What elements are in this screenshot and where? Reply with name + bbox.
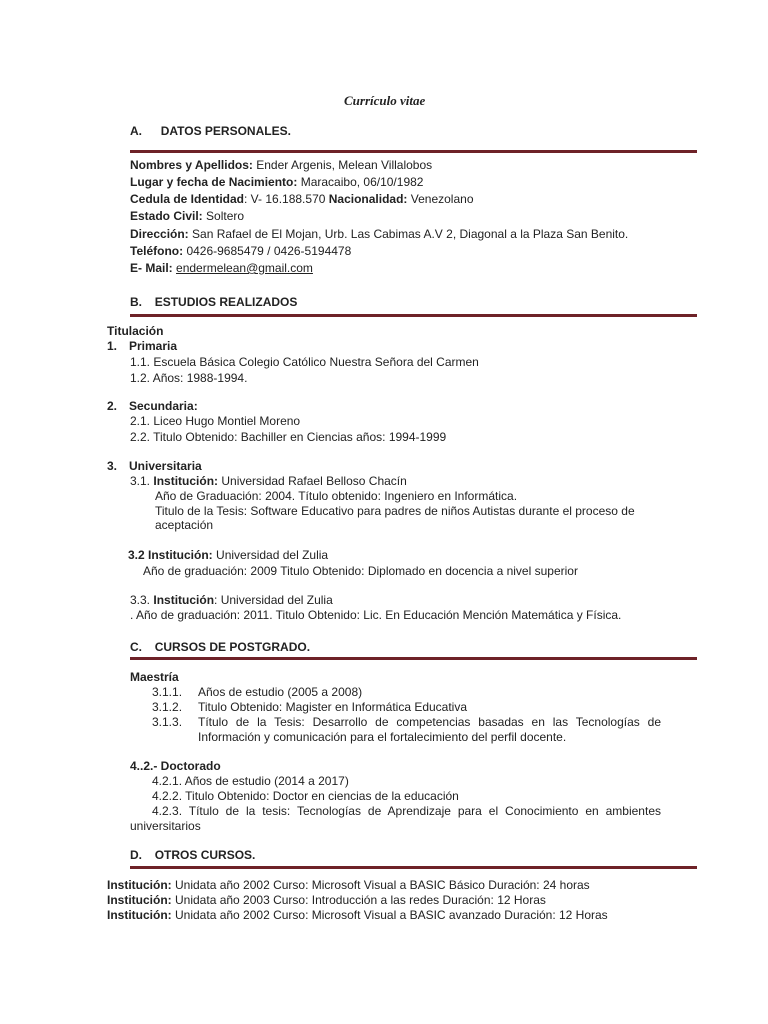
civil-value: Soltero xyxy=(202,209,245,223)
birth-label: Lugar y fecha de Nacimiento: xyxy=(130,175,298,189)
secundaria-number: 2. xyxy=(107,399,118,413)
primaria-school: 1.1. Escuela Básica Colegio Católico Nuestra Señora del Carmen xyxy=(130,355,479,369)
uni-3-2-institution xyxy=(128,548,328,563)
name-label: Nombres y Apellidos: xyxy=(130,158,253,172)
section-c-letter: C. xyxy=(130,640,142,654)
personal-birth-row xyxy=(130,175,423,190)
section-b-heading xyxy=(130,295,297,310)
nationality-value: Venezolano xyxy=(407,192,474,206)
titulacion-heading: Titulación xyxy=(107,324,164,338)
secundaria-school: 2.1. Liceo Hugo Montiel Moreno xyxy=(130,414,301,428)
universitaria-number: 3. xyxy=(107,459,118,473)
other-course-row xyxy=(107,893,546,908)
id-value: : V- 16.188.570 xyxy=(244,192,329,206)
civil-label: Estado Civil: xyxy=(130,209,203,223)
maestria-item-3-number: 3.1.3. xyxy=(152,715,183,729)
doctorado-item-2: 4.2.2. Titulo Obtenido: Doctor en ciencias de la educación xyxy=(152,789,459,803)
address-label: Dirección: xyxy=(130,227,189,241)
other-course-text: Unidata año 2003 Curso: Introducción a las redes Duración: 12 Horas xyxy=(171,893,546,907)
maestria-item-1-text: Años de estudio (2005 a 2008) xyxy=(198,685,363,699)
uni-3-3-graduation: . Año de graduación: 2011. Titulo Obtenido: Lic. En Educación Mención Matemática y Física. xyxy=(130,608,622,622)
uni-3-1-graduation: Año de Graduación: 2004. Título obtenido: Ingeniero en Informática. xyxy=(155,489,518,503)
email-link[interactable]: endermelean@gmail.com xyxy=(176,261,313,275)
email-label: E- Mail: xyxy=(130,261,173,275)
other-course-text: Unidata año 2002 Curso: Microsoft Visual a BASIC avanzado Duración: 12 Horas xyxy=(171,908,608,922)
uni-3-2-graduation: Año de graduación: 2009 Titulo Obtenido: Diplomado en docencia a nivel superior xyxy=(143,564,578,578)
personal-address-row xyxy=(130,227,628,242)
section-d-letter: D. xyxy=(130,848,142,862)
section-d-divider xyxy=(130,866,697,869)
other-course-label: Institución: xyxy=(107,908,172,922)
personal-email-row xyxy=(130,261,313,276)
section-a-heading xyxy=(130,124,291,139)
section-a-letter: A. xyxy=(130,124,142,138)
universitaria-heading xyxy=(107,459,202,474)
section-a-label: DATOS PERSONALES. xyxy=(160,124,291,138)
maestria-item-2-text: Titulo Obtenido: Magister en Informática Educativa xyxy=(198,700,468,714)
uni-3-1-thesis-cont: aceptación xyxy=(155,518,214,532)
personal-phone-row xyxy=(130,244,351,259)
uni-3-2-value: Universidad del Zulia xyxy=(212,548,329,562)
section-b-letter: B. xyxy=(130,295,142,309)
personal-id-row xyxy=(130,192,474,207)
maestria-item-2 xyxy=(152,700,468,715)
phone-label: Teléfono: xyxy=(130,244,184,258)
section-b-label: ESTUDIOS REALIZADOS xyxy=(154,295,298,309)
section-a-divider xyxy=(130,150,697,153)
primaria-heading xyxy=(107,339,178,354)
secundaria-label: Secundaria: xyxy=(129,399,198,413)
other-course-label: Institución: xyxy=(107,893,172,907)
other-course-text: Unidata año 2002 Curso: Microsoft Visual a BASIC Básico Duración: 24 horas xyxy=(171,878,590,892)
secundaria-heading xyxy=(107,399,198,414)
maestria-item-1-number: 3.1.1. xyxy=(152,685,183,699)
maestria-item-2-number: 3.1.2. xyxy=(152,700,183,714)
uni-3-1-institution xyxy=(130,474,407,489)
uni-3-1-thesis: Titulo de la Tesis: Software Educativo para padres de niños Autistas durante el proceso de xyxy=(155,504,635,518)
birth-value: Maracaibo, 06/10/1982 xyxy=(297,175,424,189)
section-d-label: OTROS CURSOS. xyxy=(154,848,256,862)
uni-3-3-institution xyxy=(130,593,333,608)
uni-3-1-label: Institución: xyxy=(153,474,219,488)
nationality-label: Nacionalidad: xyxy=(328,192,408,206)
section-b-divider xyxy=(130,314,697,317)
primaria-number: 1. xyxy=(107,339,118,353)
phone-value: 0426-9685479 / 0426-5194478 xyxy=(183,244,352,258)
uni-3-1-number: 3.1. xyxy=(130,474,154,488)
doctorado-item-1: 4.2.1. Años de estudio (2014 a 2017) xyxy=(152,774,349,788)
section-d-heading xyxy=(130,848,255,863)
uni-3-3-number: 3.3. xyxy=(130,593,154,607)
id-label: Cedula de Identidad xyxy=(130,192,245,206)
other-course-row xyxy=(107,878,590,893)
name-value: Ender Argenis, Melean Villalobos xyxy=(252,158,433,172)
section-c-divider xyxy=(130,657,697,660)
section-c-heading xyxy=(130,640,310,655)
uni-3-2-label: 3.2 Institución: xyxy=(128,548,213,562)
document-title: Currículo vitae xyxy=(344,93,426,108)
secundaria-title: 2.2. Titulo Obtenido: Bachiller en Ciencias años: 1994-1999 xyxy=(130,430,447,444)
maestria-item-1 xyxy=(152,685,363,700)
doctorado-heading: 4..2.- Doctorado xyxy=(130,759,221,773)
primaria-label: Primaria xyxy=(129,339,178,353)
personal-civil-row xyxy=(130,209,244,224)
uni-3-3-label: Institución xyxy=(153,593,215,607)
other-course-row xyxy=(107,908,608,923)
primaria-years: 1.2. Años: 1988-1994. xyxy=(130,371,248,385)
uni-3-1-value: Universidad Rafael Belloso Chacín xyxy=(218,474,407,488)
uni-3-3-value: : Universidad del Zulia xyxy=(214,593,333,607)
address-value: San Rafael de El Mojan, Urb. Las Cabimas A.V 2, Diagonal a la Plaza San Benito. xyxy=(188,227,629,241)
maestria-item-3-text: Título de la Tesis: Desarrollo de competencias basadas en las Tecnologías de Información y comunicación para el fortalecimiento del perfil docente. xyxy=(198,715,661,744)
universitaria-label: Universitaria xyxy=(129,459,202,473)
section-c-label: CURSOS DE POSTGRADO. xyxy=(154,640,311,654)
maestria-heading: Maestría xyxy=(130,670,179,684)
personal-name-row xyxy=(130,158,432,173)
doctorado-item-3: 4.2.3. Título de la tesis: Tecnologías de Aprendizaje para el Conocimiento en ambientes universitarios xyxy=(130,804,661,833)
other-course-label: Institución: xyxy=(107,878,172,892)
